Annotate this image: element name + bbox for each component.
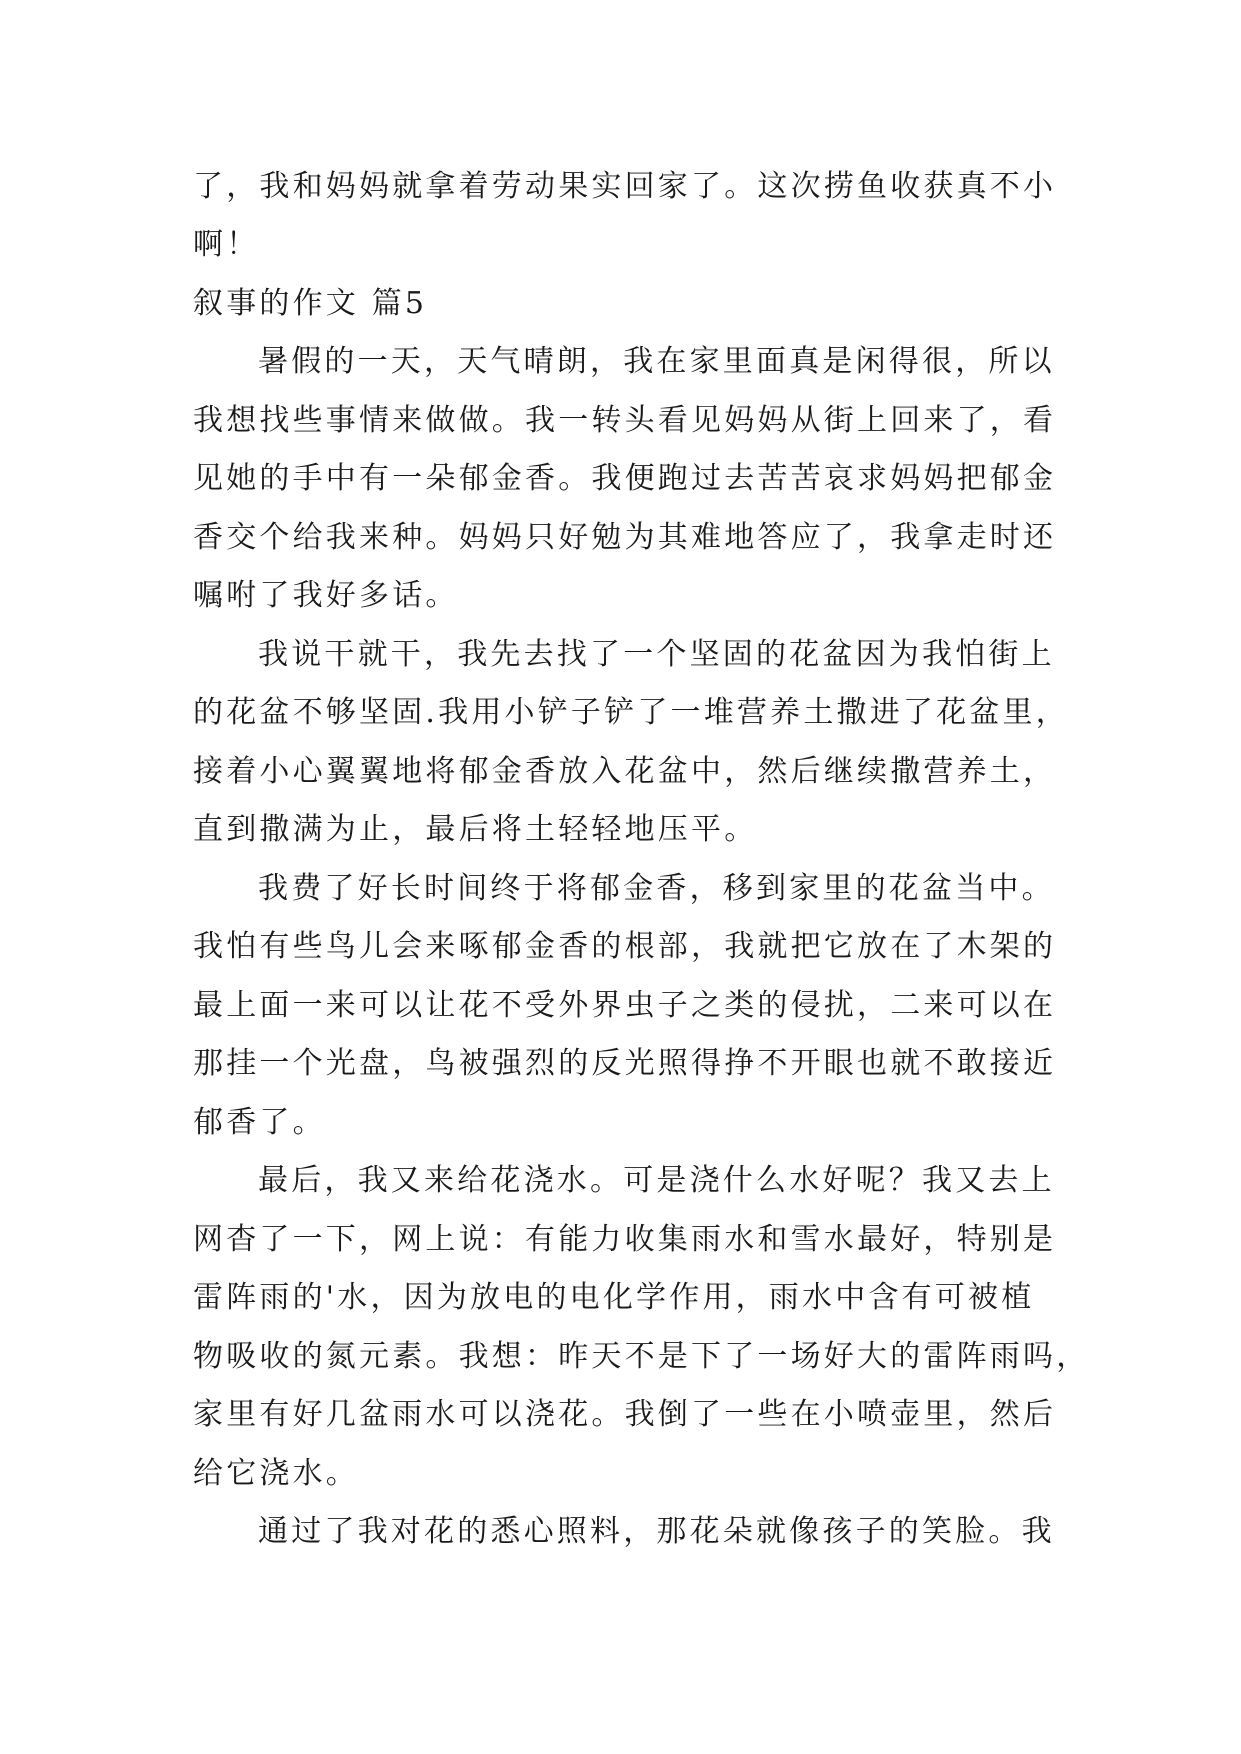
text-line: 家里有好几盆雨水可以浇花。我倒了一些在小喷壶里，然后 — [193, 1397, 1057, 1432]
text-line: 啊！ — [193, 227, 260, 262]
paragraph-first-line: 通过了我对花的悉心照料，那花朵就像孩子的笑脸。我 — [258, 1514, 1055, 1549]
section-heading: 叙事的作文 篇5 — [193, 286, 428, 321]
text-line: 了，我和妈妈就拿着劳动果实回家了。这次捞鱼收获真不小 — [193, 169, 1057, 204]
text-line: 嘱咐了我好多话。 — [193, 578, 459, 613]
text-line: 那挂一个光盘，鸟被强烈的反光照得挣不开眼也就不敢接近 — [193, 1046, 1057, 1081]
text-line: 我想找些事情来做做。我一转头看见妈妈从街上回来了，看 — [193, 403, 1057, 438]
paragraph-first-line: 我说干就干，我先去找了一个坚固的花盆因为我怕街上 — [258, 637, 1055, 672]
text-line: 直到撒满为止，最后将土轻轻地压平。 — [193, 812, 758, 847]
text-line: 雷阵雨的'水，因为放电的电化学作用，雨水中含有可被植 — [193, 1280, 1035, 1315]
text-line: 的花盆不够坚固.我用小铲子铲了一堆营养土撒进了花盆里， — [193, 695, 1069, 730]
text-line: 物吸收的氮元素。我想：昨天不是下了一场好大的雷阵雨吗， — [193, 1339, 1090, 1374]
text-line: 我怕有些鸟儿会来啄郁金香的根部，我就把它放在了木架的 — [193, 929, 1057, 964]
text-line: 见她的手中有一朵郁金香。我便跑过去苦苦哀求妈妈把郁金 — [193, 461, 1057, 496]
text-line: 给它浇水。 — [193, 1456, 359, 1491]
text-line: 香交个给我来种。妈妈只好勉为其难地答应了，我拿走时还 — [193, 520, 1057, 555]
text-line: 接着小心翼翼地将郁金香放入花盆中，然后继续撒营养土， — [193, 754, 1057, 789]
text-line: 网杳了一下，网上说：有能力收集雨水和雪水最好，特别是 — [193, 1222, 1057, 1257]
text-line: 郁香了。 — [193, 1105, 326, 1140]
paragraph-first-line: 最后，我又来给花浇水。可是浇什么水好呢？我又去上 — [258, 1163, 1055, 1198]
text-line: 最上面一来可以让花不受外界虫子之类的侵扰，二来可以在 — [193, 988, 1057, 1023]
paragraph-first-line: 暑假的一天，天气晴朗，我在家里面真是闲得很，所以 — [258, 344, 1055, 379]
paragraph-first-line: 我费了好长时间终于将郁金香，移到家里的花盆当中。 — [258, 871, 1055, 906]
